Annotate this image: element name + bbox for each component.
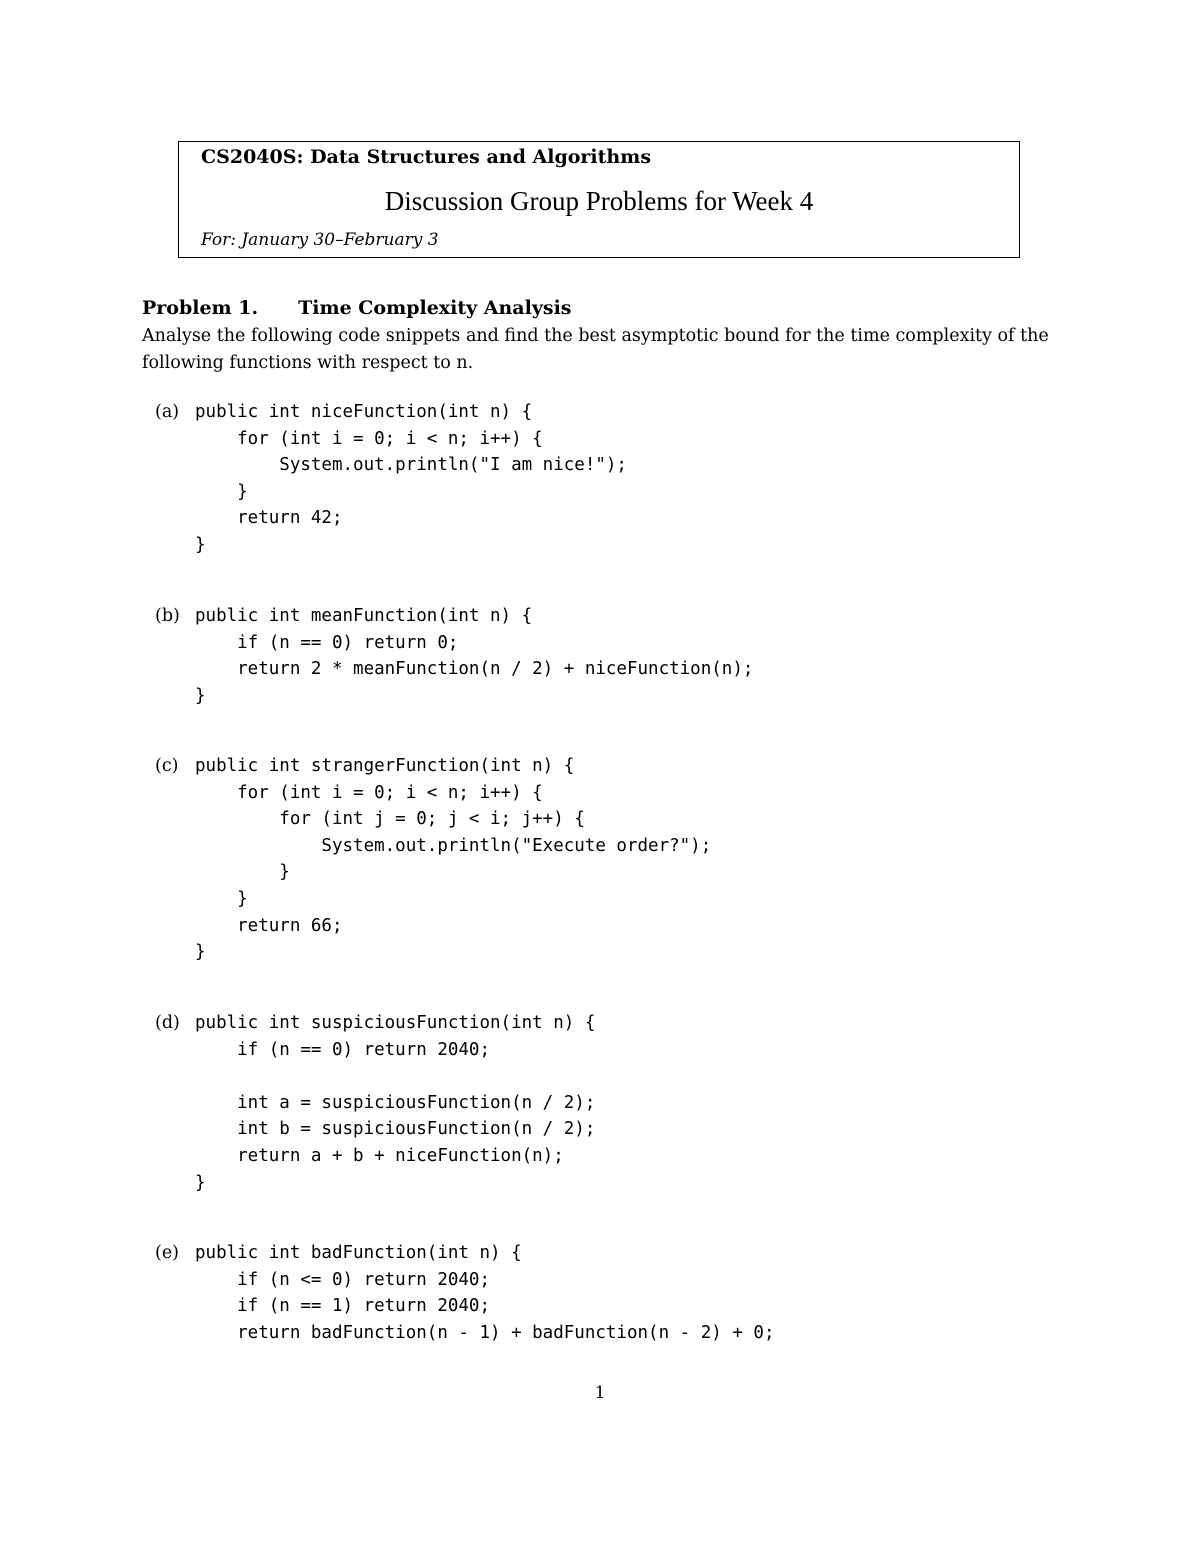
- page-number: 1: [594, 1383, 606, 1403]
- code-block: public int badFunction(int n) { if (n <= 0) return 2040; if (n == 1) return 2040; return badFunction(n - 1) + badFunction(n - 2) + 0;: [195, 1243, 775, 1343]
- snippet-label: (d): [155, 1013, 180, 1033]
- date-range: For: January 30–February 3: [201, 230, 439, 250]
- document-title: Discussion Group Problems for Week 4: [384, 186, 814, 216]
- problem-name: Time Complexity Analysis: [298, 297, 572, 319]
- course-title: CS2040S: Data Structures and Algorithms: [201, 146, 652, 168]
- header-box: [178, 141, 1020, 258]
- snippet-label: (a): [155, 402, 180, 422]
- snippet-label: (b): [155, 606, 180, 626]
- code-block: public int meanFunction(int n) { if (n == 0) return 0; return 2 * meanFunction(n / 2) + niceFunction(n); }: [195, 606, 754, 706]
- code-block: public int suspiciousFunction(int n) { if (n == 0) return 2040; int a = suspiciousFunction(n / 2); int b = suspiciousFunction(n / 2); return a + b + niceFunction(n); }: [195, 1013, 596, 1193]
- problem-number: Problem 1.: [142, 297, 259, 319]
- snippet-label: (c): [155, 756, 179, 776]
- snippet-label: (e): [155, 1243, 180, 1263]
- problem-heading: [142, 297, 572, 319]
- code-block: public int niceFunction(int n) { for (int i = 0; i < n; i++) { System.out.println("I am nice!"); } return 42; }: [195, 402, 627, 555]
- code-block: public int strangerFunction(int n) { for (int i = 0; i < n; i++) { for (int j = 0; j < i; j++) { System.out.println("Execute order?"); } } return 66; }: [195, 756, 712, 963]
- problem-description: Analyse the following code snippets and find the best asymptotic bound for the time complexity of the following functions with respect to n.: [142, 326, 1049, 373]
